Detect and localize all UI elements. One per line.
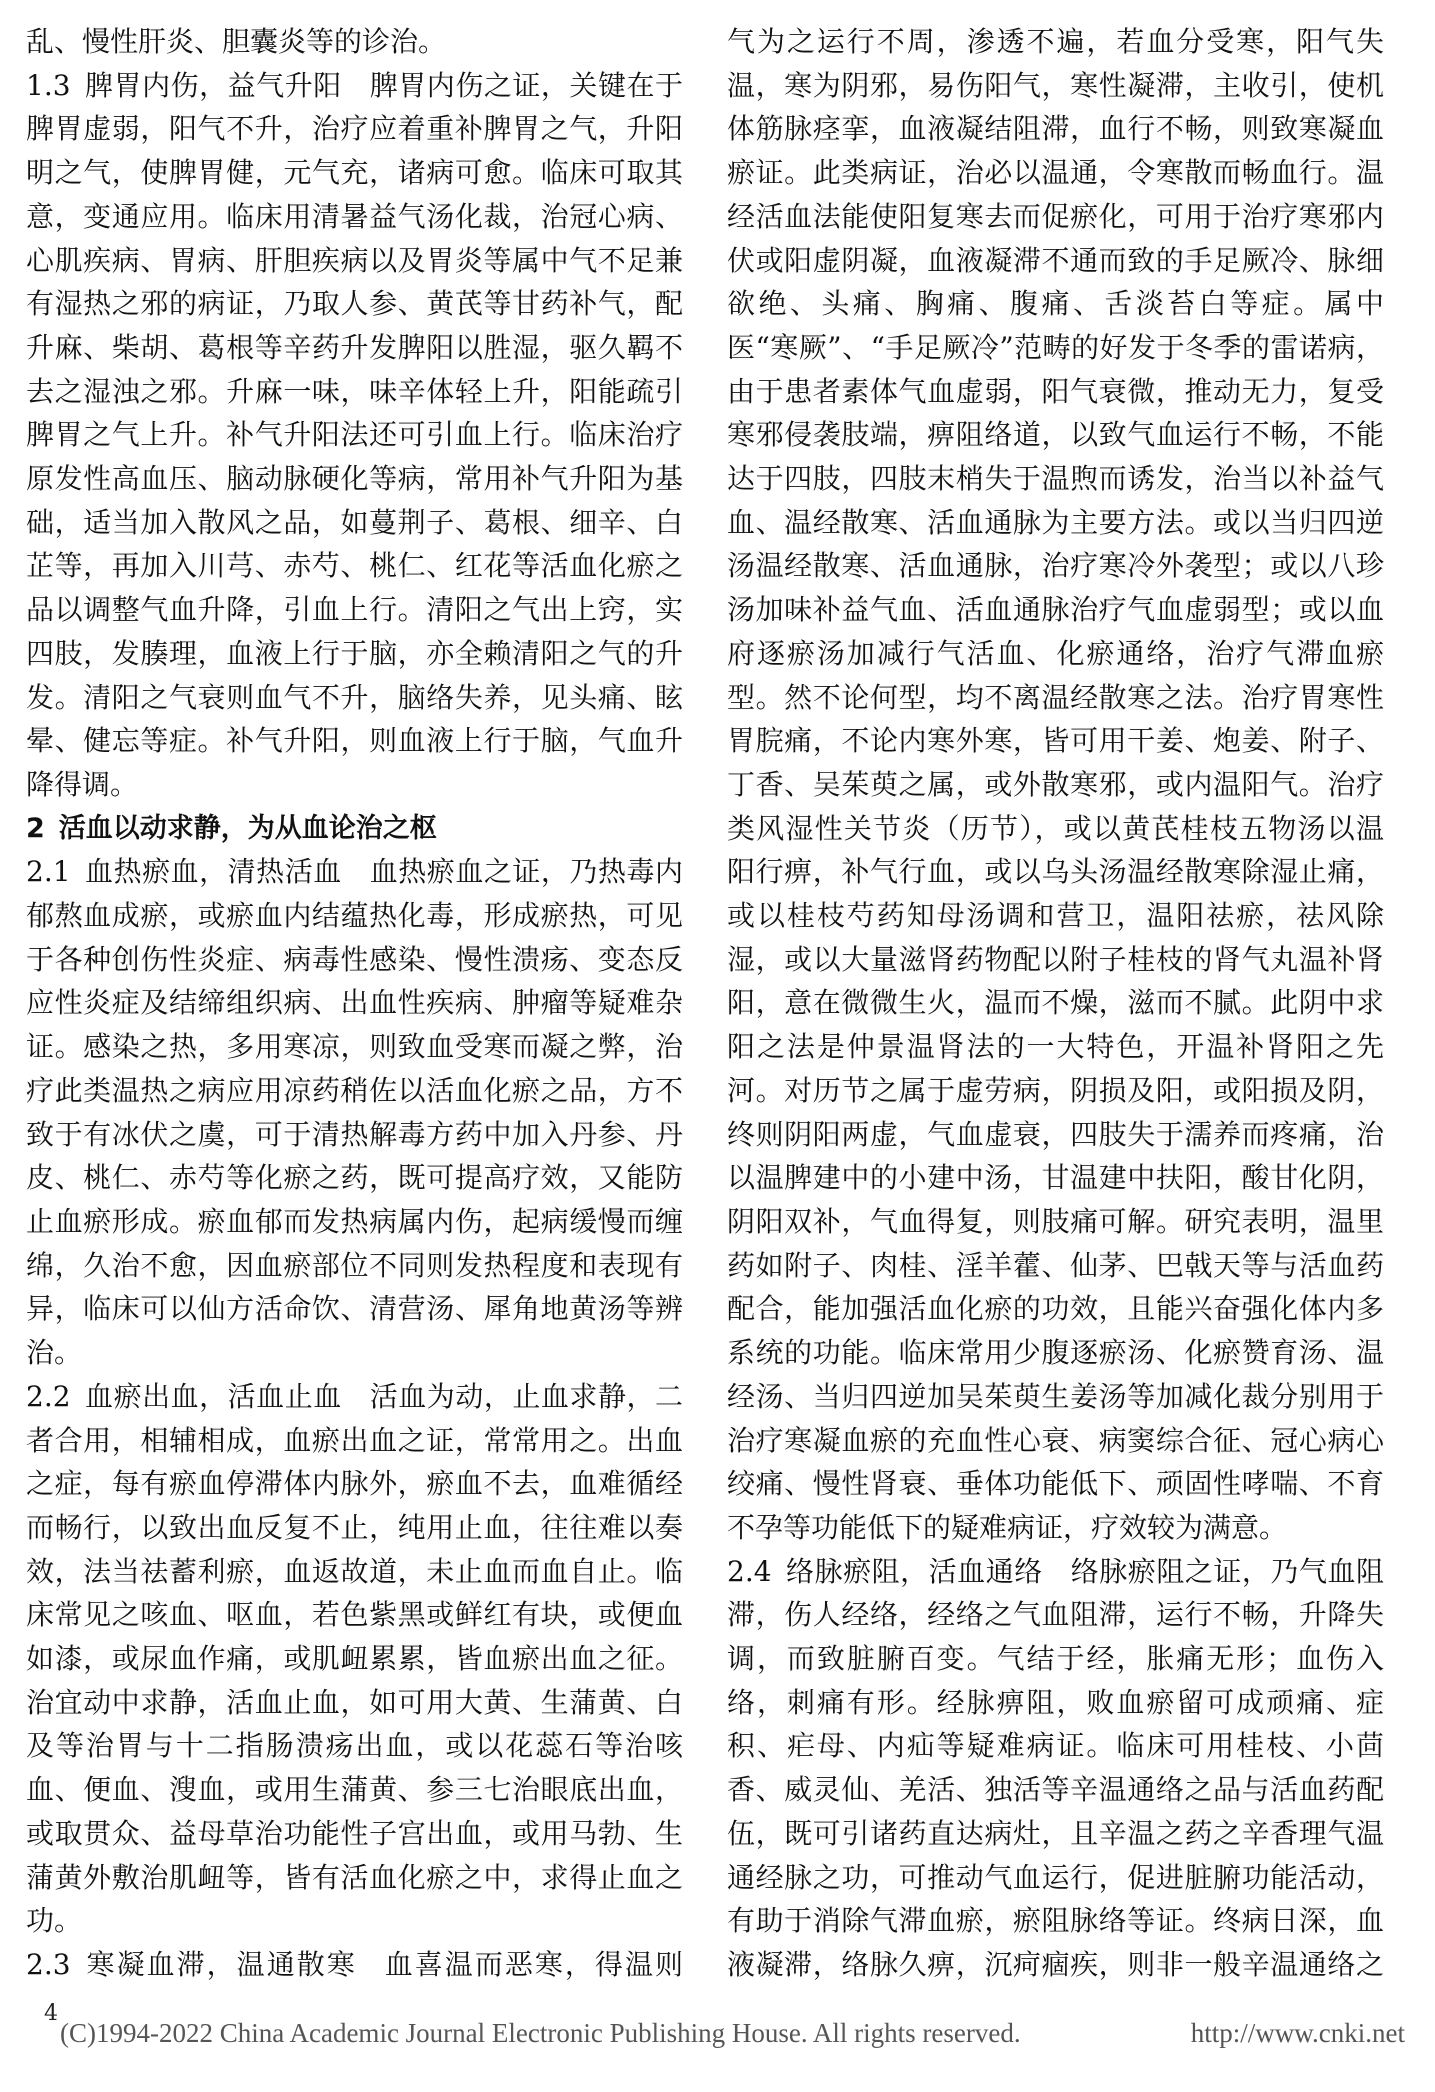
subsection-body: 脾胃内伤之证，关键在于脾胃虚弱，阳气不升，治疗应着重补脾胃之气，升阳明之气，使脾胃健，元气充，诸病可愈。临床可取其意，变通应用。临床用清暑益气汤化裁，治冠心病、心肌疾病、胃病、肝胆疾病以及胃炎等属中气不足兼有湿热之邪的病证，乃取人参、黄芪等甘药补气，配升麻、柴胡、葛根等辛药升发脾阳以胜湿，驱久羁不去之湿浊之邪。升麻一味，味辛体轻上升，阳能疏引脾胃之气上升。补气升阳法还可引血上行。临床治疗原发性高血压、脑动脉硬化等病，常用补气升阳为基础，适当加入散风之品，如蔓荆子、葛根、细辛、白芷等，再加入川芎、赤芍、桃仁、红花等活血化瘀之品以调整气血升降，引血上行。清阳之气出上窍，实四肢，发腠理，血液上行于脑，亦全赖清阳之气的升发。清阳之气衰则血气不升，脑络失养，见头痛、眩晕、健忘等症。补气升阳，则血液上行于脑，气血升降得调。 — [26, 68, 683, 801]
subsection-title: 血瘀出血，活血止血 — [84, 1379, 342, 1413]
footer — [60, 2018, 1405, 2049]
subsection-2-3 — [26, 1943, 683, 1988]
subsection-2-1 — [26, 850, 683, 1374]
subsection-title: 寒凝血滞，温通散寒 — [84, 1947, 357, 1981]
subsection-number: 2.1 — [26, 855, 71, 889]
section-number: 2 — [26, 812, 45, 844]
subsection-1-3 — [26, 64, 683, 807]
footer-copyright: (C)1994-2022 China Academic Journal Electronic Publishing House. All rights reserved. — [60, 2018, 1021, 2048]
section-title: 活血以动求静，为从血论治之枢 — [58, 812, 437, 844]
section-2-heading — [26, 807, 683, 851]
right-column — [727, 20, 1384, 1988]
page-number: 4 — [44, 2001, 58, 2026]
subsection-number: 2.3 — [26, 1947, 71, 1981]
subsection-title: 血热瘀血，清热活血 — [84, 855, 342, 889]
paragraph-continuation: 乱、慢性肝炎、胆囊炎等的诊治。 — [26, 25, 447, 58]
subsection-title: 脾胃内伤，益气升阳 — [84, 68, 342, 102]
subsection-2-2 — [26, 1375, 683, 1943]
subsection-body: 活血为动，止血求静，二者合用，相辅相成，血瘀出血之证，常常用之。出血之症，每有瘀血停滞体内脉外，瘀血不去，血难循经而畅行，以致出血反复不止，纯用止血，往往难以奏效，法当祛蓄利瘀，血返故道，未止血而血自止。临床常见之咳血、呕血，若色紫黑或鲜红有块，或便血如漆，或尿血作痛，或肌衄累累，皆血瘀出血之征。治宜动中求静，活血止血，如可用大黄、生蒲黄、白及等治胃与十二指肠溃疡出血，或以花蕊石等治咳血、便血、溲血，或用生蒲黄、参三七治眼底出血，或取贯众、益母草治功能性子宫出血，或用马勃、生蒲黄外敷治肌衄等，皆有活血化瘀之中，求得止血之功。 — [26, 1379, 683, 1938]
subsection-title: 络脉瘀阻，活血通络 — [785, 1554, 1043, 1588]
subsection-number: 1.3 — [26, 68, 71, 102]
footer-url-link[interactable]: http://www.cnki.net — [1190, 2018, 1405, 2048]
paragraph-continuation: 气为之运行不周，渗透不遍，若血分受寒，阳气失温，寒为阴邪，易伤阳气，寒性凝滞，主收引，使机体筋脉痉挛，血液凝结阻滞，血行不畅，则致寒凝血瘀证。此类病证，治必以温通，令寒散而畅血行。温经活血法能使阳复寒去而促瘀化，可用于治疗寒邪内伏或阳虚阴凝，血液凝滞不通而致的手足厥冷、脉细欲绝、头痛、胸痛、腹痛、舌淡苔白等症。属中医“寒厥”、“手足厥冷”范畴的好发于冬季的雷诺病，由于患者素体气血虚弱，阳气衰微，推动无力，复受寒邪侵袭肢端，痹阻络道，以致气血运行不畅，不能达于四肢，四肢末梢失于温煦而诱发，治当以补益气血、温经散寒、活血通脉为主要方法。或以当归四逆汤温经散寒、活血通脉，治疗寒冷外袭型；或以八珍汤加味补益气血、活血通脉治疗气血虚弱型；或以血府逐瘀汤加减行气活血、化瘀通络，治疗气滞血瘀型。然不论何型，均不离温经散寒之法。治疗胃寒性胃脘痛，不论内寒外寒，皆可用干姜、炮姜、附子、丁香、吴茱萸之属，或外散寒邪，或内温阳气。治疗类风湿性关节炎（历节），或以黄芪桂枝五物汤以温阳行痹，补气行血，或以乌头汤温经散寒除湿止痛，或以桂枝芍药知母汤调和营卫，温阳祛瘀，祛风除湿，或以大量滋肾药物配以附子桂枝的肾气丸温补肾阳，意在微微生火，温而不燥，滋而不腻。此阴中求阳之法是仲景温肾法的一大特色，开温补肾阳之先河。对历节之属于虚劳病，阴损及阳，或阳损及阴，终则阴阳两虚，气血虚衰，四肢失于濡养而疼痛，治以温脾建中的小建中汤，甘温建中扶阳，酸甘化阴，阴阳双补，气血得复，则肢痛可解。研究表明，温里药如附子、肉桂、淫羊藿、仙茅、巴戟天等与活血药配合，能加强活血化瘀的功效，且能兴奋强化体内多系统的功能。临床常用少腹逐瘀汤、化瘀赞育汤、温经汤、当归四逆加吴茱萸生姜汤等加减化裁分别用于治疗寒凝血瘀的充血性心衰、病窦综合征、冠心病心绞痛、慢性肾衰、垂体功能低下、顽固性哮喘、不育不孕等功能低下的疑难病证，疗效较为满意。 — [727, 25, 1384, 1544]
subsection-number: 2.4 — [727, 1554, 772, 1588]
subsection-2-4 — [727, 1550, 1384, 1988]
subsection-body: 血喜温而恶寒，得温则 — [384, 1947, 683, 1981]
subsection-body: 血热瘀血之证，乃热毒内郁熬血成瘀，或瘀血内结蕴热化毒，形成瘀热，可见于各种创伤性炎症、病毒性感染、慢性溃疡、变态反应性炎症及结缔组织病、出血性疾病、肿瘤等疑难杂证。感染之热，多用寒凉，则致血受寒而凝之弊，治疗此类温热之病应用凉药稍佐以活血化瘀之品，方不致于有冰伏之虞，可于清热解毒方药中加入丹参、丹皮、桃仁、赤芍等化瘀之药，既可提高疗效，又能防止血瘀形成。瘀血郁而发热病属内伤，起病缓慢而缠绵，久治不愈，因血瘀部位不同则发热程度和表现有异，临床可以仙方活命饮、清营汤、犀角地黄汤等辨治。 — [26, 855, 683, 1370]
left-column — [26, 20, 683, 1988]
subsection-number: 2.2 — [26, 1379, 71, 1413]
subsection-body: 络脉瘀阻之证，乃气血阻滞，伤人经络，经络之气血阻滞，运行不畅，升降失调，而致脏腑百变。气结于经，胀痛无形；血伤入络，刺痛有形。经脉痹阻，败血瘀留可成顽痛、症积、疟母、内疝等疑难病证。临床可用桂枝、小茴香、威灵仙、羌活、独活等辛温通络之品与活血药配伍，既可引诸药直达病灶，且辛温之药之辛香理气温通经脉之功，可推动气血运行，促进脏腑功能活动，有助于消除气滞血瘀，瘀阻脉络等证。终病日深，血液凝滞，络脉久痹，沉疴痼疾，则非一般辛温通络之 — [727, 1554, 1384, 1981]
